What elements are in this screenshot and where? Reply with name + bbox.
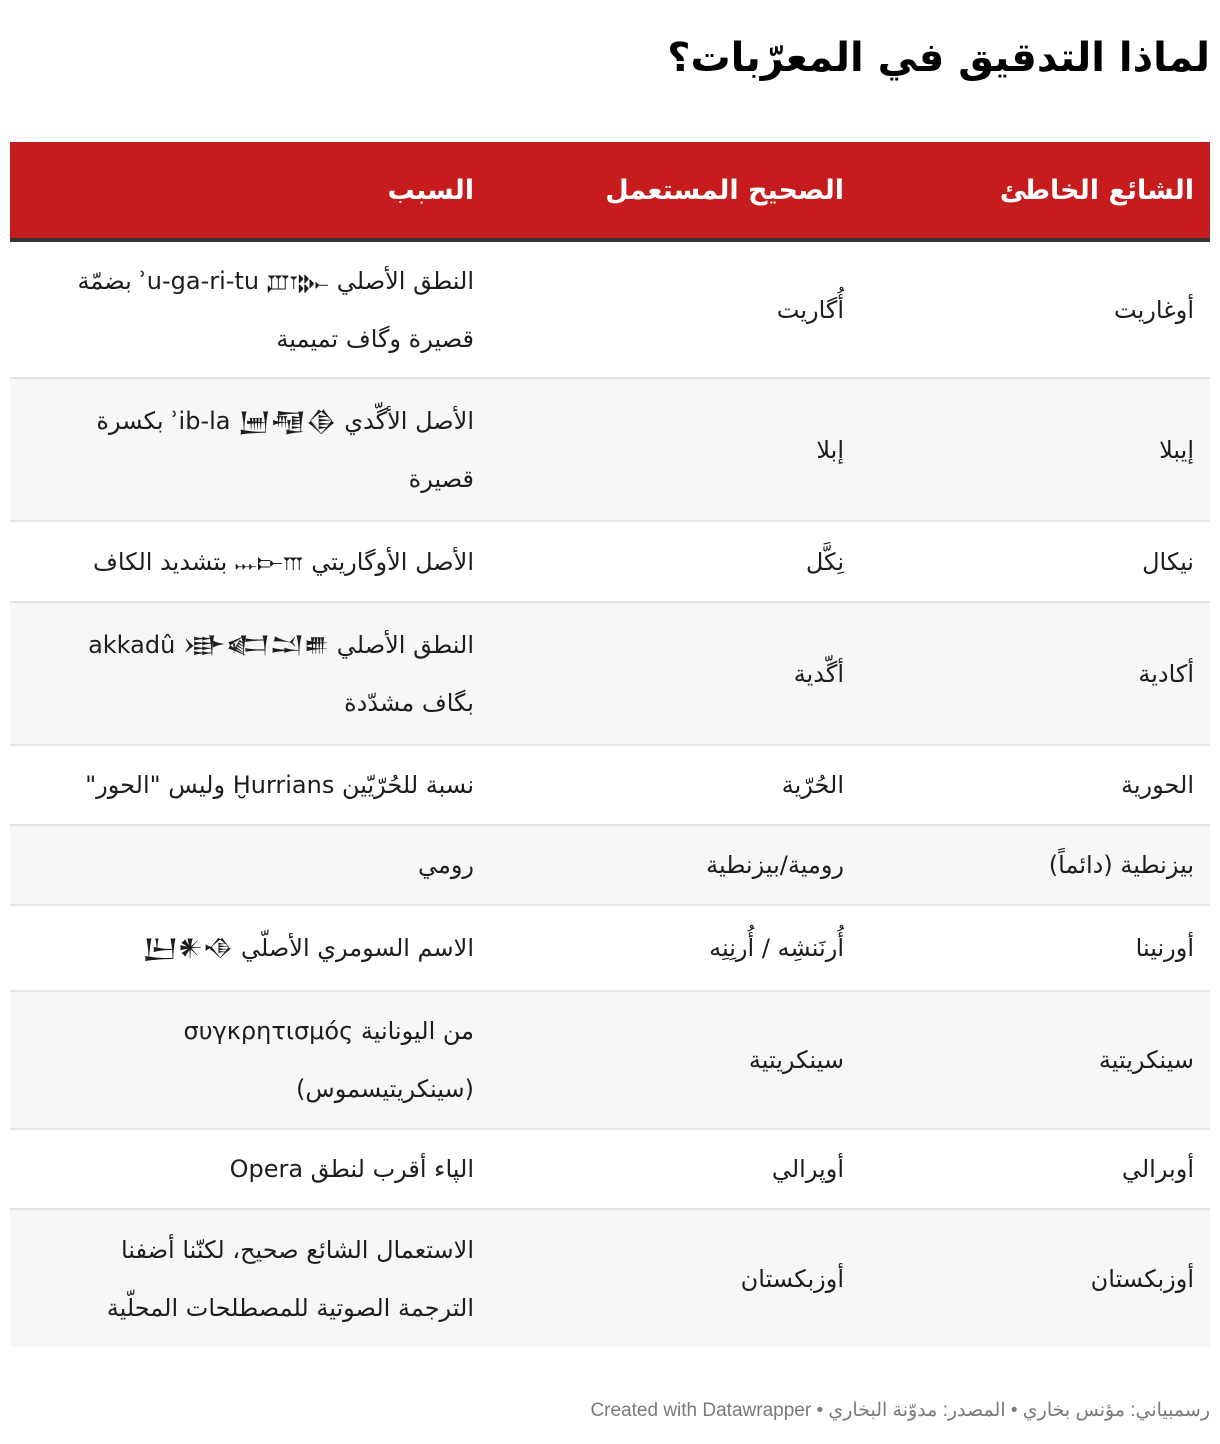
table-row (10, 826, 1210, 906)
table-row (10, 1130, 1210, 1210)
cell-common-wrong: الحورية (1120, 771, 1194, 799)
cell-correct-used: الحُرّية (781, 771, 844, 799)
cell-correct-used: أُگاريت (776, 295, 844, 324)
page-title: لماذا التدقيق في المعرّبات؟ (667, 35, 1210, 81)
cell-correct-used: سينكريتية (748, 1046, 844, 1074)
cell-common-wrong: نيكال (1142, 547, 1194, 576)
cell-common-wrong: إيبلا (1159, 435, 1194, 464)
cell-reason: الأصل الأوگاريتي 𐎐𐎋𐎍 بتشديد الكاف (93, 547, 474, 576)
cell-reason: الپاء أقرب لنطق Opera (229, 1155, 474, 1183)
cell-reason: النطق الأصلي akkadû 𒀝𒅗𒁺𒌑 بگاف مشدّدة (88, 630, 474, 717)
cell-correct-used: رومية/بيزنطية (706, 851, 844, 879)
header-correct-used[interactable]: الصحيح المستعمل (605, 174, 844, 206)
header-common-wrong[interactable]: الشائع الخاطئ (999, 174, 1194, 206)
cell-correct-used: أوپرالي (771, 1155, 844, 1183)
footer-credits: رسمبياني: مؤنس بخاري • المصدر: مدوّنة البخاري • Created with Datawrapper (590, 1400, 1210, 1421)
cell-reason: النطق الأصلي ʾu-ga-ri-tu 𐎜𐎂𐎗𐎚 بضمّة قصيرة وگاف تميمية (77, 266, 474, 353)
table-row (10, 603, 1210, 746)
header-reason[interactable]: السبب (387, 174, 474, 206)
cell-correct-used: أگّدية (793, 659, 844, 688)
cell-common-wrong: أوغاريت (1114, 295, 1194, 324)
cell-common-wrong: أورنينا (1135, 934, 1194, 962)
cell-reason: من اليونانية συγκρητισμός (سينكريتيسموس) (183, 1017, 474, 1103)
cell-common-wrong: سينكريتية (1098, 1046, 1194, 1074)
cell-common-wrong: بيزنطية (دائماً) (1048, 851, 1194, 879)
cell-common-wrong: أوبرالي (1121, 1155, 1194, 1183)
cell-common-wrong: أوزبكستان (1090, 1264, 1194, 1293)
table-row (10, 1210, 1210, 1347)
cell-correct-used: أُرنَنشِه / أُرنِنِه (709, 934, 844, 962)
data-table (10, 142, 1210, 1347)
cell-correct-used: نِكَّل (805, 547, 844, 576)
cell-reason: الأصل الأگّدي ʾib-la 𒅁𒆷𒆠 بكسرة قصيرة (96, 406, 474, 493)
cell-correct-used: إبلا (816, 435, 844, 464)
table-row (10, 242, 1210, 379)
table-header (10, 142, 1210, 242)
table-row (10, 746, 1210, 826)
table-body (10, 242, 1210, 1347)
cell-common-wrong: أكادية (1138, 659, 1194, 688)
table-row (10, 379, 1210, 522)
cell-reason: الاسم السومري الأصلّي 𒌨𒀭𒈾 (142, 934, 474, 962)
cell-reason: نسبة للحُرّيّين Ḫurrians وليس "الحور" (85, 771, 474, 799)
cell-reason: الاستعمال الشائع صحيح، لكنّنا أضفنا الترجمة الصوتية للمصطلحات المحلّية (106, 1235, 474, 1322)
table-row (10, 522, 1210, 603)
cell-reason: رومي (417, 851, 474, 879)
table-row (10, 906, 1210, 992)
cell-correct-used: أوزبكستان (740, 1264, 844, 1293)
table-row (10, 992, 1210, 1130)
